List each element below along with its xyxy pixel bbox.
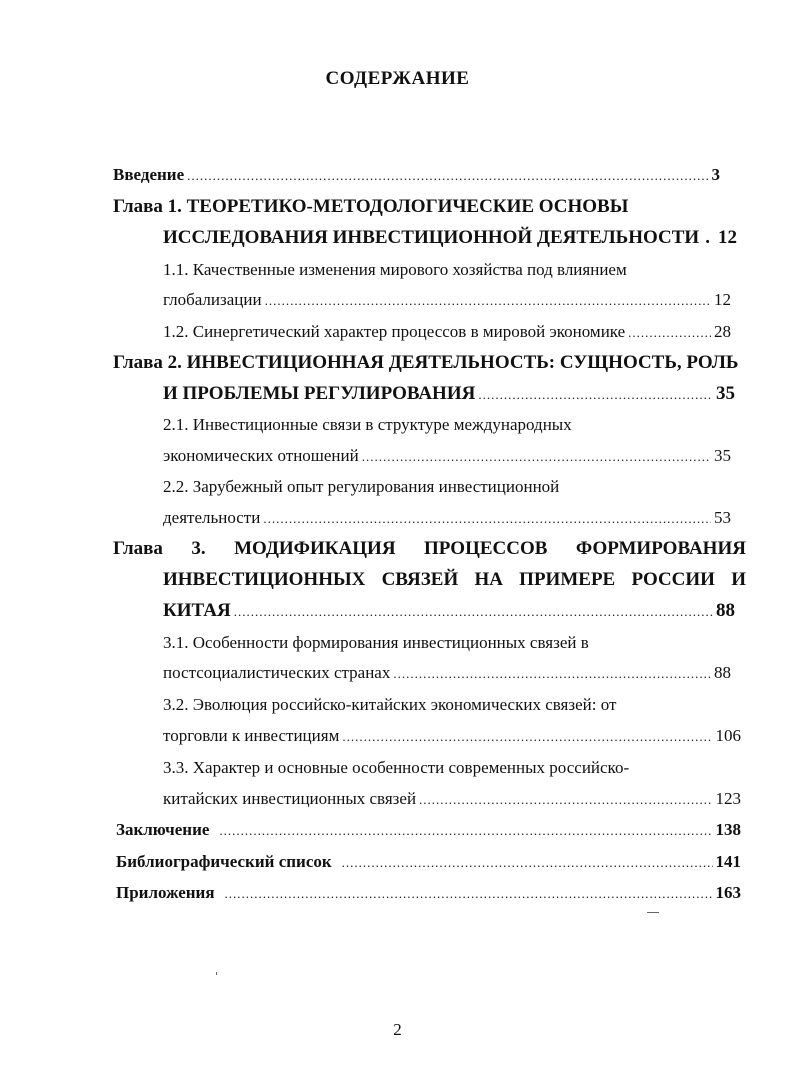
word: НА xyxy=(474,569,503,590)
toc-section-3-1-line1[interactable]: 3.1. Особенности формирования инвестиционных связей в xyxy=(163,633,589,652)
toc-entry-label: китайских инвестиционных связей xyxy=(163,789,417,808)
toc-entry-label: торговли к инвестициям xyxy=(163,726,340,745)
toc-page-number: 53 xyxy=(714,508,731,527)
toc-section-1-2[interactable] xyxy=(163,321,731,344)
toc-page-number: 28 xyxy=(714,322,731,341)
toc-entry-label: Заключение xyxy=(116,820,210,839)
leader-dots xyxy=(393,663,711,685)
toc-page-number: 35 xyxy=(714,446,731,465)
toc-entry-label: глобализации xyxy=(163,290,262,309)
leader-dots xyxy=(628,322,711,344)
page-number: 2 xyxy=(393,1020,402,1039)
leader-dots xyxy=(219,820,712,842)
toc-chapter-3-line1[interactable] xyxy=(113,538,746,560)
toc-page-number: 12 xyxy=(717,227,737,248)
leader-dots xyxy=(187,165,708,187)
toc-section-1-1[interactable] xyxy=(163,289,731,312)
toc-dot: . xyxy=(705,227,710,248)
word: 3. xyxy=(191,538,206,559)
toc-section-3-3[interactable] xyxy=(163,788,741,811)
toc-entry-label: Приложения xyxy=(116,883,215,902)
toc-page-number: 3 xyxy=(711,165,720,184)
toc-entry-conclusion[interactable] xyxy=(116,819,741,842)
toc-entry-label: Введение xyxy=(113,165,185,184)
toc-entry-label: деятельности xyxy=(163,508,261,527)
leader-dots xyxy=(342,852,713,874)
word: РОССИИ xyxy=(631,569,715,590)
toc-entry-intro[interactable] xyxy=(113,164,720,187)
word: ИНВЕСТИЦИОННЫХ xyxy=(163,569,366,590)
toc-entry-label: 1.2. Синергетический характер процессов в мировой экономике xyxy=(163,322,626,341)
toc-page-number: 12 xyxy=(714,290,731,309)
word: СВЯЗЕЙ xyxy=(381,569,459,590)
toc-chapter-2-line1[interactable]: Глава 2. ИНВЕСТИЦИОННАЯ ДЕЯТЕЛЬНОСТЬ: СУЩНОСТЬ, РОЛЬ xyxy=(113,352,739,373)
scan-speck xyxy=(647,912,659,913)
toc-entry-label: Библиографический список xyxy=(116,852,332,871)
toc-entry-label: ИССЛЕДОВАНИЯ ИНВЕСТИЦИОННОЙ ДЕЯТЕЛЬНОСТИ xyxy=(163,227,700,248)
toc-page-number: 35 xyxy=(716,383,735,404)
toc-entry-label: постсоциалистических странах xyxy=(163,663,391,682)
toc-page-number: 163 xyxy=(715,883,741,902)
toc-page-number: 106 xyxy=(715,726,741,745)
leader-dots xyxy=(419,789,712,811)
toc-page-number: 88 xyxy=(716,600,735,621)
toc-section-2-2[interactable] xyxy=(163,507,731,530)
toc-chapter-3[interactable] xyxy=(163,600,735,623)
toc-chapter-1-line1[interactable]: Глава 1. ТЕОРЕТИКО-МЕТОДОЛОГИЧЕСКИЕ ОСНОВЫ xyxy=(113,196,629,217)
leader-dots xyxy=(342,726,712,748)
leader-dots xyxy=(234,601,713,623)
word: ПРИМЕРЕ xyxy=(519,569,616,590)
toc-section-3-1[interactable] xyxy=(163,662,731,685)
toc-page-number: 123 xyxy=(715,789,741,808)
toc-section-3-2[interactable] xyxy=(163,725,741,748)
word: МОДИФИКАЦИЯ xyxy=(234,538,396,559)
word: ФОРМИРОВАНИЯ xyxy=(575,538,746,559)
toc-page-number: 138 xyxy=(715,820,741,839)
leader-dots xyxy=(225,883,713,905)
toc-entry-appendices[interactable] xyxy=(116,882,741,905)
toc-section-2-1-line1[interactable]: 2.1. Инвестиционные связи в структуре международных xyxy=(163,415,572,434)
toc-entry-bibliography[interactable] xyxy=(116,851,741,874)
toc-page-number: 88 xyxy=(714,663,731,682)
toc-chapter-1[interactable] xyxy=(163,227,735,249)
toc-section-2-2-line1[interactable]: 2.2. Зарубежный опыт регулирования инвестиционной xyxy=(163,477,560,496)
toc-page-number: 141 xyxy=(715,852,741,871)
toc-entry-label: экономических отношений xyxy=(163,446,359,465)
leader-dots xyxy=(263,508,711,530)
word: ПРОЦЕССОВ xyxy=(424,538,548,559)
toc-section-1-1-line1[interactable]: 1.1. Качественные изменения мирового хозяйства под влиянием xyxy=(163,260,627,279)
word: И xyxy=(731,569,746,590)
leader-dots xyxy=(362,446,711,468)
word: Глава xyxy=(113,538,163,559)
leader-dots xyxy=(478,384,713,406)
toc-section-3-3-line1[interactable]: 3.3. Характер и основные особенности современных российско- xyxy=(163,758,630,777)
toc-chapter-2[interactable] xyxy=(163,383,735,406)
toc-chapter-3-line2[interactable] xyxy=(163,569,746,591)
toc-entry-label: КИТАЯ xyxy=(163,600,231,621)
scan-speck xyxy=(216,972,217,975)
toc-section-3-2-line1[interactable]: 3.2. Эволюция российско-китайских экономических связей: от xyxy=(163,695,617,714)
toc-section-2-1[interactable] xyxy=(163,445,731,468)
page-title: СОДЕРЖАНИЕ xyxy=(325,68,470,89)
leader-dots xyxy=(265,290,711,312)
toc-entry-label: И ПРОБЛЕМЫ РЕГУЛИРОВАНИЯ xyxy=(163,383,476,404)
